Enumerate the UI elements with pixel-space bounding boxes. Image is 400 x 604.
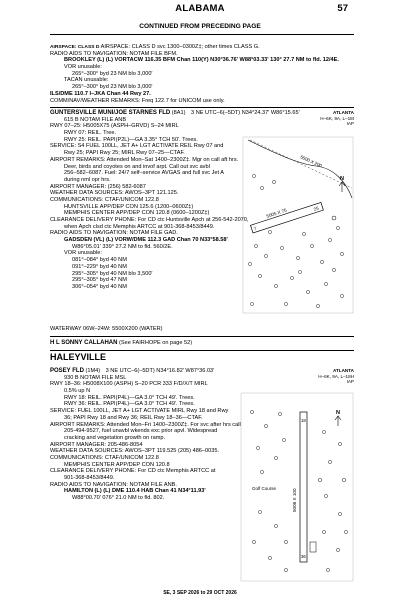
posey-remarks-3: cracking and vegetation growth on ramp. (64, 434, 166, 441)
tree-icon (284, 540, 287, 543)
runway-18-36 (300, 412, 307, 562)
tree-icon (332, 268, 335, 271)
tree-icon (336, 548, 339, 551)
tacan-unusable: TACAN unusable: (64, 77, 109, 84)
tree-icon (268, 230, 271, 233)
tree-icon (342, 478, 345, 481)
vor-unusable: VOR unusable: (64, 64, 102, 71)
posey-rwy18: RWY 18: REIL. PAPI(P4L)—GA 3.0° TCH 49'. Trees. (64, 394, 195, 401)
remarks-line-4: during nml opr hrs. (64, 176, 111, 183)
service-line: SERVICE: S4 FUEL 100LL, JET A+ LGT ACTIVATE REIL Rwy 07 and (50, 143, 224, 150)
tree-icon (248, 262, 251, 265)
tree-icon (264, 424, 267, 427)
golf-course-label: Golf Course (252, 486, 277, 491)
top-divider (50, 34, 354, 35)
communications-line: COMMUNICATIONS: CTAF/UNICOM 122.8 (50, 196, 159, 203)
runway-number-7: 7 (253, 225, 257, 232)
elev-notam: 615 B NOTAM FILE ANB (64, 116, 127, 123)
remarks-line: AIRPORT REMARKS: Attended Mon–Sat 1400–2300Z‡. Mgr on call aft hrs. (50, 156, 239, 163)
vor-range-1: 081°–084° byd 40 NM (72, 257, 127, 264)
rwy07-line: RWY 07: REIL. Tree. (64, 130, 117, 137)
tree-icon (326, 568, 329, 571)
runway-label: 5005 X 75 (265, 207, 288, 219)
posey-chart-refs (318, 368, 354, 385)
tree-icon (296, 256, 299, 259)
page-number: 57 (337, 3, 348, 14)
service-line-cont: Rwy 25; PAPI Rwy 25; MIRL Rwy 07–25—CTAF. (64, 150, 185, 157)
vor-range-3: 295°–305° byd 40 NM blo 3,500' (72, 270, 153, 277)
tree-icon (258, 510, 261, 513)
continued-banner: CONTINUED FROM PRECEDING PAGE (139, 23, 261, 30)
posey-rwy: RWY 18–36: H5008X100 (ASPH) S–20 PCR 333 F/D/X/T MIRL (50, 381, 208, 388)
tree-icon (258, 274, 261, 277)
tree-icon (318, 478, 321, 481)
city-heading: HALEYVILLE (50, 352, 107, 362)
ref-charts-2: H–6K, 9A, L–18H (318, 373, 354, 379)
tree-icon (302, 232, 305, 235)
tree-icon (252, 540, 255, 543)
tree-icon (250, 410, 253, 413)
posey-airport-diagram (240, 392, 354, 582)
brookley-vortac: BROOKLEY (L) (L) VORTACW 116.35 BFM Chan 110(Y) N30°36.76' W88°03.33' 130° 27.7 NM to fld. 12/4E. (64, 57, 339, 64)
hamilton-dme: HAMILTON (L) (L) DME 110.4 HAB Chan 41 N34°11.93' (64, 488, 206, 495)
posey-clearance-2: 901-368-8453/8449. (64, 475, 115, 481)
tree-icon (324, 494, 327, 497)
posey-service: SERVICE: FUEL 100LL, JET A+ LGT ACTIVATE MIRL Rwy 18 and Rwy (50, 408, 229, 415)
posey-manager: AIRPORT MANAGER: 205-486-8054 (50, 441, 143, 448)
tree-icon (324, 282, 327, 285)
ramp-area (310, 542, 316, 552)
tree-icon (250, 302, 253, 305)
clearance-line-2: when Apch clsd ctc Memphis ARTCC at 901-368-8453/8449. (64, 223, 215, 230)
posey-gradient: 0.5% up N (64, 388, 91, 395)
tree-icon (260, 470, 263, 473)
huntsville-app: HUNTSVILLE APP/DEP CON 125.6 (1200–0600Z‡) (64, 203, 194, 210)
tree-icon (336, 226, 339, 229)
prev-entry-section (50, 44, 350, 104)
vor-unusable-2: VOR unusable: (64, 250, 102, 257)
tree-icon (274, 284, 277, 287)
posey-remarks: AIRPORT REMARKS: Attended Mon–Fri 1400–2300Z‡. For svc after hrs call (50, 421, 241, 428)
posey-elev: 930 B NOTAM FILE MSL (64, 374, 127, 381)
remarks-line-2: Deer, birds and coyotes on and invof arpt. Call out svc avbl (64, 163, 210, 170)
tree-icon (272, 180, 275, 183)
north-label: N (340, 176, 344, 182)
tree-icon (260, 186, 263, 189)
tree-icon (340, 252, 343, 255)
posey-remarks-2: 205-494-9527, fuel unavbl wkends exc prior apvl. Widespread (64, 428, 218, 435)
tree-icon (290, 276, 293, 279)
water-label: 5500 X 200 (299, 154, 323, 169)
posey-service-2: 36; PAPI Rwy 18 and Rwy 36; REIL Rwy 18–36—CTAF. (64, 414, 203, 421)
ref-charts: H–6K, 9A, L–18I (320, 115, 354, 121)
tree-icon (344, 530, 347, 533)
guntersville-chart-refs (320, 110, 354, 127)
tree-icon (316, 304, 319, 307)
posey-communications: COMMUNICATIONS: CTAF/UNICOM 122.8 (50, 454, 159, 461)
airport-title: GUNTERSVILLE MUNI/JOE STARNES FLD (8A1) 3 NE UTC–6(–5DT) N34°24.37' W86°15.65' (50, 110, 300, 116)
tree-icon (252, 174, 255, 177)
posey-clearance: CLEARANCE DELIVERY PHONE: For CD ctc Memphis ARTCC at (50, 468, 216, 475)
comm-nav-remarks: COMM/NAV/WEATHER REMARKS: Freq 122.7 for UNICOM use only. (50, 97, 225, 104)
tree-icon (340, 294, 343, 297)
runway-number-25: 25 (312, 205, 320, 212)
tree-icon (264, 254, 267, 257)
ref-iap: IAP (346, 121, 354, 127)
tree-icon (284, 568, 287, 571)
airspace-line: AIRSPACE: CLASS D AIRSPACE: CLASS D svc 1300–0300Z‡; other times CLASS G. (50, 44, 260, 50)
rwy-line: RWY 07–25: H5005X75 (ASPH–GRVD) S–24 MIRL (50, 123, 179, 130)
radio-aids-line: RADIO AIDS TO NAVIGATION: NOTAM FILE GAD. (50, 230, 178, 237)
page-footer: SE, 3 SEP 2026 to 29 OCT 2026 (163, 590, 237, 596)
section-divider-3 (50, 350, 354, 351)
tree-icon (320, 260, 323, 263)
tree-icon (282, 438, 285, 441)
tree-icon (310, 244, 313, 247)
weather-line: WEATHER DATA SOURCES: AWOS–3PT 121.125. (50, 190, 179, 197)
runway-number-18: 18 (301, 418, 306, 423)
hamilton-dme-cont: W88°00.70' 076° 21.0 NM to fld. 802. (72, 495, 165, 502)
waterway (250, 140, 352, 188)
tree-icon (284, 302, 287, 305)
tree-symbols (248, 174, 343, 307)
tree-icon (338, 512, 341, 515)
tree-icon (338, 442, 341, 445)
tree-icon (328, 238, 331, 241)
section-divider-2 (50, 336, 354, 337)
north-arrow-icon-2 (335, 416, 341, 426)
tree-icon (306, 290, 309, 293)
north-label-2: N (336, 410, 340, 416)
manager-line: AIRPORT MANAGER: (256) 582-6087 (50, 183, 146, 190)
vor-range-4: 295°–305° byd 47 NM (72, 277, 127, 284)
tree-icon (256, 446, 259, 449)
tree-icon (278, 412, 281, 415)
tree-icon (322, 430, 325, 433)
gadsden-vor: GADSDEN (VL) (L) VORW/DME 112.3 GAD Chan 70 N33°58.58' (64, 237, 228, 244)
tree-icon (322, 530, 325, 533)
vor-unusable-range: 265°–300° byd 23 NM blo 3,000' (72, 70, 153, 77)
vor-range-2: 091°–229° byd 40 NM (72, 263, 127, 270)
page-header-state: ALABAMA (175, 3, 225, 14)
ref-atlanta: ATLANTA (332, 110, 354, 115)
runway-number-36: 36 (301, 554, 306, 559)
tacan-unusable-range: 265°–300° byd 23 NM blo 3,000' (72, 84, 153, 91)
callahan-name: H L SONNY CALLAHAN (50, 340, 118, 346)
beacon-icon (332, 216, 336, 220)
gadsden-vor-cont: W86°05.01' 339° 27.2 NM to fld. 560/2E. (72, 243, 173, 250)
ils-dme: ILS/DME 110.7 I–JKA Chan 44 Rwy 27. (50, 90, 151, 97)
tree-icon (298, 270, 301, 273)
callahan-entry (50, 340, 192, 347)
posey-rwy36: RWY 36: REIL. PAPI(P4L)—GA 3.0° TCH 49'. Trees. (64, 401, 195, 408)
posey-radio-aids: RADIO AIDS TO NAVIGATION: NOTAM FILE ANB. (50, 481, 177, 488)
posey-memphis: MEMPHIS CENTER APP/DEP CON 120.8 (64, 461, 170, 468)
radio-aids-heading: RADIO AIDS TO NAVIGATION: NOTAM FILE BFM. (50, 50, 178, 57)
waterway-line: WATERWAY 06W–24W: 5500X200 (WATER) (50, 326, 163, 332)
tree-symbols-2 (250, 410, 347, 571)
tree-icon (274, 456, 277, 459)
runway-label-2: 5008 X 100 (292, 488, 297, 512)
tree-icon (274, 524, 277, 527)
ref-iap-2: IAP (346, 379, 354, 385)
tree-icon (254, 244, 257, 247)
tree-icon (328, 460, 331, 463)
tree-icon (280, 246, 283, 249)
callahan-ref[interactable]: (See FAIRHOPE on page 52) (119, 340, 193, 346)
airport-title-posey: POSEY FLD (1M4) 3 NE UTC–6(–5DT) N34°16.82' W87°36.03' (50, 368, 215, 374)
remarks-line-3: 256–582–6087. Fuel: 24/7 self–service AVGAS and full svc Jet A (64, 170, 225, 177)
ref-atlanta-2: ATLANTA (332, 368, 354, 373)
shoreline (248, 140, 352, 198)
section-divider (50, 107, 354, 108)
posey-weather: WEATHER DATA SOURCES: AWOS–3PT 119.525 (205) 486–0035. (50, 448, 220, 455)
tree-icon (268, 556, 271, 559)
rwy25-line: RWY 25: REIL. PAPI(P2L)—GA 3.35° TCH 50'. Trees. (64, 136, 198, 143)
vor-range-5: 306°–054° byd 40 NM (72, 283, 127, 290)
guntersville-airport-diagram (242, 136, 354, 314)
memphis-app: MEMPHIS CENTER APP/DEP CON 120.8 (0600–1200Z‡) (64, 210, 210, 217)
clearance-line: CLEARANCE DELIVERY PHONE: For CD ctc Huntsville Apch at 256-542-2070, (50, 217, 249, 223)
